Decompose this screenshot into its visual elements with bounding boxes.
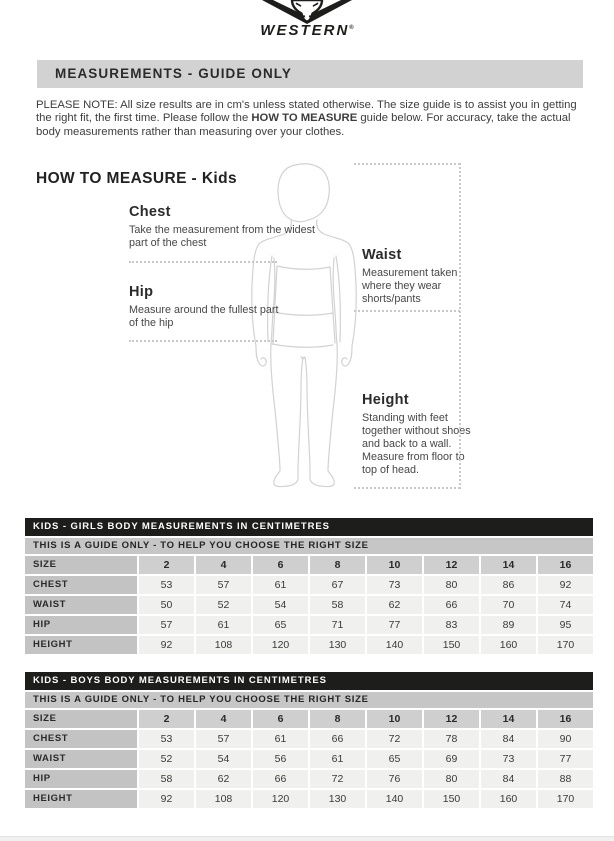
row-label: HIP xyxy=(25,616,137,634)
row-label: HEIGHT xyxy=(25,790,137,808)
value-cell: 61 xyxy=(253,576,308,594)
height-top-guide-line xyxy=(354,163,460,165)
size-cell: 10 xyxy=(367,710,422,728)
value-cell: 78 xyxy=(424,730,479,748)
value-cell: 90 xyxy=(538,730,593,748)
table-row xyxy=(25,636,593,654)
hip-label xyxy=(129,284,279,330)
value-cell: 56 xyxy=(253,750,308,768)
value-cell: 58 xyxy=(310,596,365,614)
row-label: HEIGHT xyxy=(25,636,137,654)
chest-label-title: Chest xyxy=(129,204,171,220)
value-cell: 57 xyxy=(139,616,194,634)
value-cell: 80 xyxy=(424,770,479,788)
waist-guide-line xyxy=(354,310,460,312)
value-cell: 62 xyxy=(367,596,422,614)
value-cell: 53 xyxy=(139,730,194,748)
value-cell: 54 xyxy=(196,750,251,768)
page-title-bar xyxy=(37,60,583,88)
value-cell: 83 xyxy=(424,616,479,634)
value-cell: 160 xyxy=(481,790,536,808)
size-cell: 16 xyxy=(538,710,593,728)
size-cell: 14 xyxy=(481,556,536,574)
page-bottom-strip xyxy=(0,836,614,841)
size-cell: 6 xyxy=(253,556,308,574)
height-bottom-guide-line xyxy=(354,487,460,489)
chest-guide-line xyxy=(129,261,277,263)
row-label: WAIST xyxy=(25,750,137,768)
value-cell: 84 xyxy=(481,770,536,788)
measurements-table xyxy=(25,672,593,808)
value-cell: 52 xyxy=(139,750,194,768)
value-cell: 62 xyxy=(196,770,251,788)
table-row xyxy=(25,616,593,634)
value-cell: 140 xyxy=(367,790,422,808)
value-cell: 92 xyxy=(538,576,593,594)
size-cell: 8 xyxy=(310,556,365,574)
value-cell: 50 xyxy=(139,596,194,614)
row-label: HIP xyxy=(25,770,137,788)
table-subtitle: THIS IS A GUIDE ONLY - TO HELP YOU CHOOSE THE RIGHT SIZE xyxy=(25,692,593,708)
value-cell: 61 xyxy=(253,730,308,748)
table-subtitle: THIS IS A GUIDE ONLY - TO HELP YOU CHOOSE THE RIGHT SIZE xyxy=(25,538,593,554)
brand-wordmark: WESTERN xyxy=(260,22,350,39)
value-cell: 108 xyxy=(196,636,251,654)
value-cell: 92 xyxy=(139,790,194,808)
value-cell: 170 xyxy=(538,636,593,654)
table-row xyxy=(25,790,593,808)
chest-label-description: Take the measurement from the widest part of the chest xyxy=(129,224,316,249)
table-row xyxy=(25,596,593,614)
size-cell: 12 xyxy=(424,710,479,728)
value-cell: 54 xyxy=(253,596,308,614)
size-row-label: SIZE xyxy=(25,556,137,574)
size-cell: 16 xyxy=(538,556,593,574)
size-row-label: SIZE xyxy=(25,710,137,728)
value-cell: 72 xyxy=(310,770,365,788)
note-suffix: guide below. For accuracy, take the actual body measurements rather than measuring over your clothes. xyxy=(36,112,571,138)
waist-label-description: Measurement taken where they wear shorts/pants xyxy=(362,267,458,305)
value-cell: 66 xyxy=(424,596,479,614)
height-label-title: Height xyxy=(362,392,409,408)
size-cell: 2 xyxy=(139,556,194,574)
value-cell: 92 xyxy=(139,636,194,654)
table-row xyxy=(25,750,593,768)
value-cell: 57 xyxy=(196,730,251,748)
value-cell: 52 xyxy=(196,596,251,614)
row-label: CHEST xyxy=(25,730,137,748)
value-cell: 140 xyxy=(367,636,422,654)
value-cell: 69 xyxy=(424,750,479,768)
height-label xyxy=(362,392,474,477)
size-cell: 4 xyxy=(196,556,251,574)
size-cell: 12 xyxy=(424,556,479,574)
value-cell: 160 xyxy=(481,636,536,654)
row-label: WAIST xyxy=(25,596,137,614)
value-cell: 77 xyxy=(367,616,422,634)
value-cell: 130 xyxy=(310,790,365,808)
value-cell: 65 xyxy=(253,616,308,634)
value-cell: 57 xyxy=(196,576,251,594)
value-cell: 58 xyxy=(139,770,194,788)
value-cell: 89 xyxy=(481,616,536,634)
value-cell: 80 xyxy=(424,576,479,594)
registered-trademark-icon: ® xyxy=(349,25,354,31)
size-cell: 10 xyxy=(367,556,422,574)
size-cell: 4 xyxy=(196,710,251,728)
tables-container xyxy=(25,518,593,808)
value-cell: 120 xyxy=(253,790,308,808)
value-cell: 53 xyxy=(139,576,194,594)
value-cell: 77 xyxy=(538,750,593,768)
value-cell: 61 xyxy=(310,750,365,768)
size-cell: 6 xyxy=(253,710,308,728)
value-cell: 73 xyxy=(367,576,422,594)
table-row xyxy=(25,576,593,594)
value-cell: 72 xyxy=(367,730,422,748)
size-cell: 2 xyxy=(139,710,194,728)
value-cell: 86 xyxy=(481,576,536,594)
chest-label xyxy=(129,204,321,250)
size-cell: 14 xyxy=(481,710,536,728)
value-cell: 76 xyxy=(367,770,422,788)
waist-label xyxy=(362,247,472,306)
table-row xyxy=(25,730,593,748)
note-bold-phrase: HOW TO MEASURE xyxy=(251,112,358,125)
value-cell: 150 xyxy=(424,790,479,808)
value-cell: 61 xyxy=(196,616,251,634)
note-text xyxy=(36,99,588,139)
value-cell: 66 xyxy=(253,770,308,788)
value-cell: 88 xyxy=(538,770,593,788)
value-cell: 67 xyxy=(310,576,365,594)
value-cell: 95 xyxy=(538,616,593,634)
page-title: MEASUREMENTS - GUIDE ONLY xyxy=(55,66,293,81)
value-cell: 150 xyxy=(424,636,479,654)
waist-label-title: Waist xyxy=(362,247,402,263)
table-title: KIDS - BOYS BODY MEASUREMENTS IN CENTIMETRES xyxy=(25,672,593,690)
steer-head-v-icon xyxy=(262,0,352,24)
measurements-table xyxy=(25,518,593,654)
hip-guide-line xyxy=(129,340,277,342)
hip-label-title: Hip xyxy=(129,284,154,300)
value-cell: 74 xyxy=(538,596,593,614)
value-cell: 120 xyxy=(253,636,308,654)
row-label: CHEST xyxy=(25,576,137,594)
size-cell: 8 xyxy=(310,710,365,728)
value-cell: 170 xyxy=(538,790,593,808)
table-title: KIDS - GIRLS BODY MEASUREMENTS IN CENTIMETRES xyxy=(25,518,593,536)
value-cell: 130 xyxy=(310,636,365,654)
value-cell: 108 xyxy=(196,790,251,808)
height-vertical-guide-line xyxy=(459,163,461,489)
value-cell: 71 xyxy=(310,616,365,634)
brand-name xyxy=(247,22,367,39)
hip-label-description: Measure around the fullest part of the hip xyxy=(129,304,279,329)
table-size-row xyxy=(25,556,593,574)
table-row xyxy=(25,770,593,788)
height-label-description: Standing with feet together without shoes and back to a wall. Measure from floor to top of head. xyxy=(362,412,471,476)
how-to-measure-title: HOW TO MEASURE - Kids xyxy=(36,170,238,187)
value-cell: 66 xyxy=(310,730,365,748)
value-cell: 73 xyxy=(481,750,536,768)
note-prefix: PLEASE NOTE: All size results are in cm's unless stated otherwise. The size guide is to assist you in getting the right fit, the first time. Please follow the xyxy=(36,99,577,125)
table-size-row xyxy=(25,710,593,728)
value-cell: 70 xyxy=(481,596,536,614)
value-cell: 65 xyxy=(367,750,422,768)
value-cell: 84 xyxy=(481,730,536,748)
